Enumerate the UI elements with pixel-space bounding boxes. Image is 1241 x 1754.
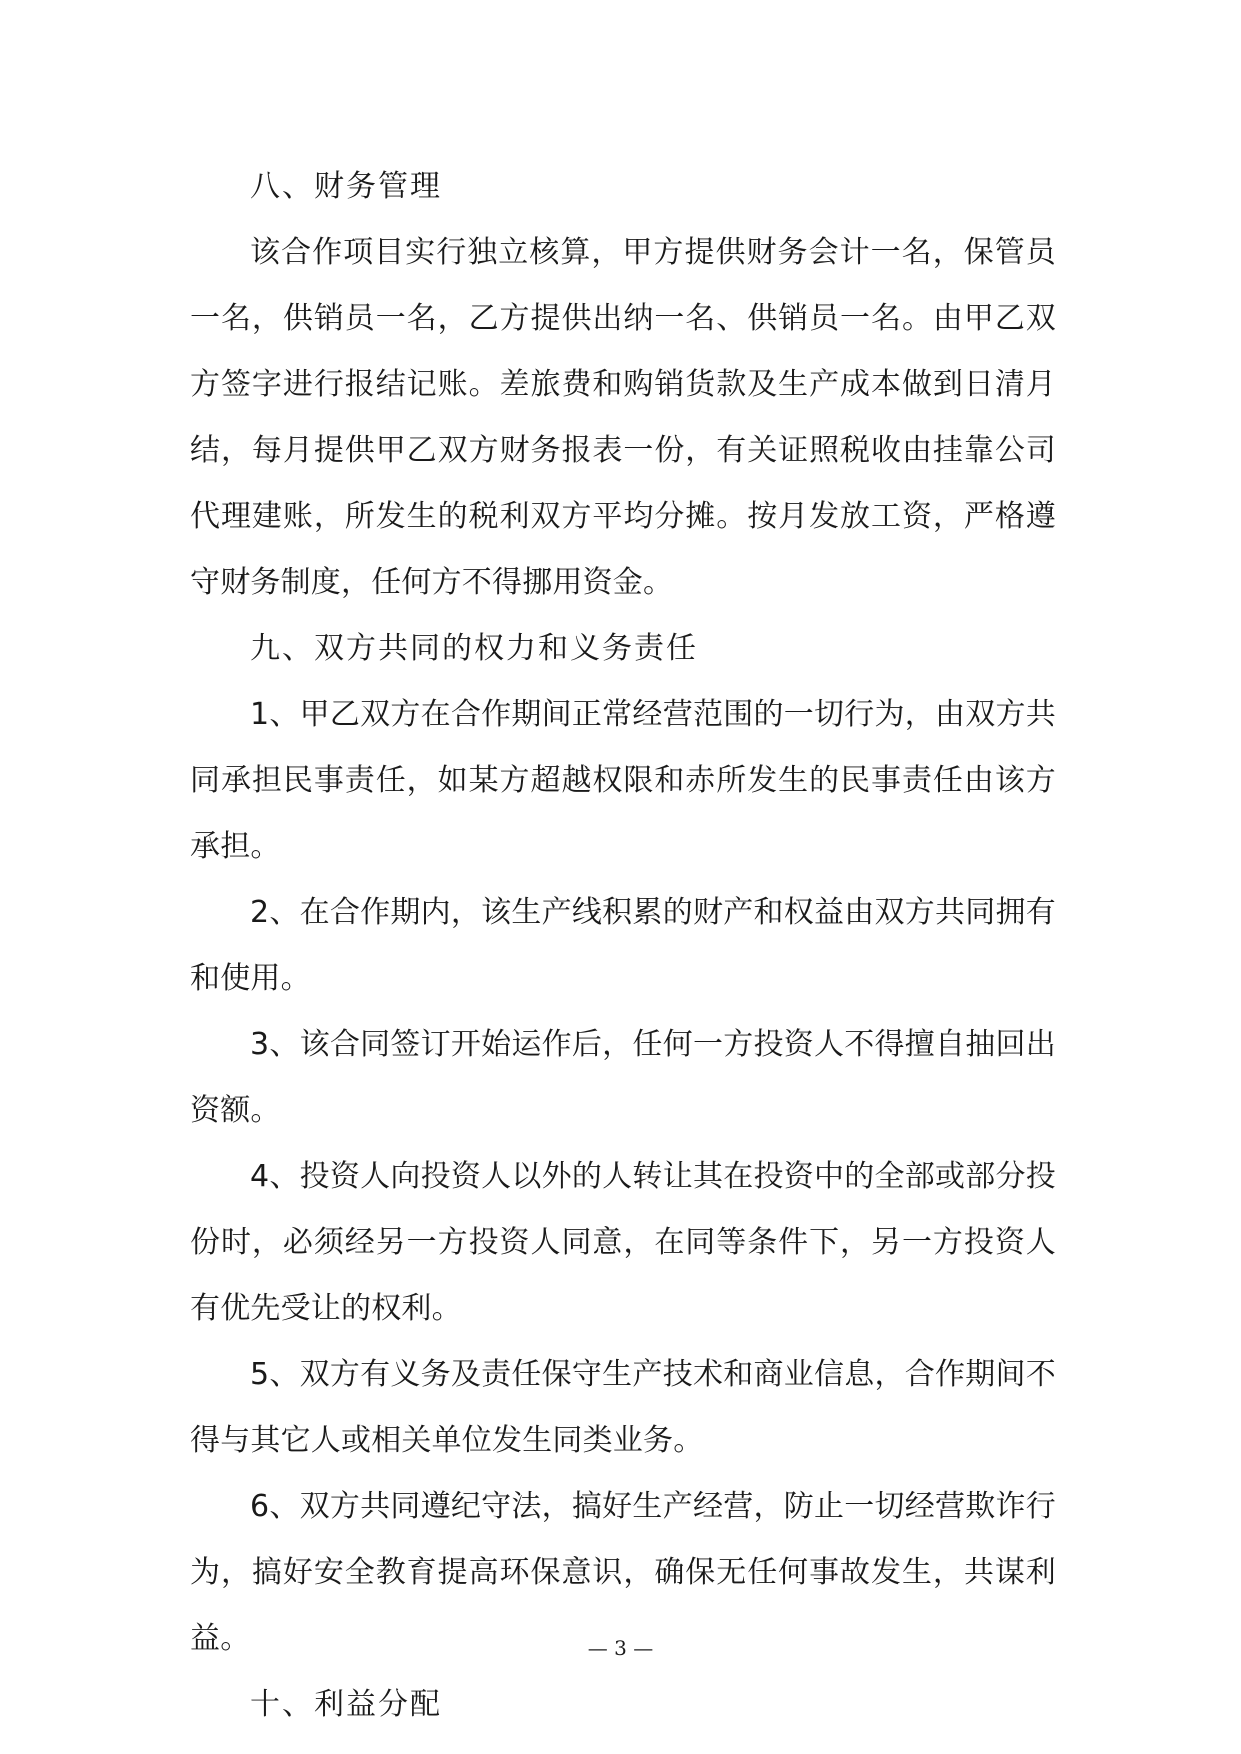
- clause-4: 4、投资人向投资人以外的人转让其在投资中的全部或部分投份时，必须经另一方投资人同意，在同等条件下，另一方投资人有优先受让的权利。: [190, 1159, 1056, 1326]
- section-heading-rights-duties: 九、双方共同的权力和义务责任: [250, 631, 698, 666]
- section-heading-profit-distribution: 十、利益分配: [250, 1687, 442, 1722]
- clause-2: 2、在合作期内，该生产线积累的财产和权益由双方共同拥有和使用。: [190, 895, 1056, 996]
- section-heading-finance: 八、财务管理: [250, 169, 442, 204]
- paragraph-finance: 该合作项目实行独立核算，甲方提供财务会计一名，保管员一名，供销员一名，乙方提供出纳一名、供销员一名。由甲乙双方签字进行报结记账。差旅费和购销货款及生产成本做到日清月结，每月提供甲乙双方财务报表一份，有关证照税收由挂靠公司代理建账，所发生的税利双方平均分摊。按月发放工资，严格遵守财务制度，任何方不得挪用资金。: [190, 235, 1056, 600]
- clause-5: 5、双方有义务及责任保守生产技术和商业信息，合作期间不得与其它人或相关单位发生同类业务。: [190, 1357, 1056, 1458]
- clause-1: 1、甲乙双方在合作期间正常经营范围的一切行为，由双方共同承担民事责任，如某方超越权限和赤所发生的民事责任由该方承担。: [190, 697, 1056, 864]
- page-number: — 3 —: [587, 1636, 654, 1660]
- document-body: [190, 154, 1056, 1738]
- clause-3: 3、该合同签订开始运作后，任何一方投资人不得擅自抽回出资额。: [190, 1027, 1056, 1128]
- clause-6: 6、双方共同遵纪守法，搞好生产经营，防止一切经营欺诈行为，搞好安全教育提高环保意识，确保无任何事故发生，共谋利益。: [190, 1489, 1056, 1656]
